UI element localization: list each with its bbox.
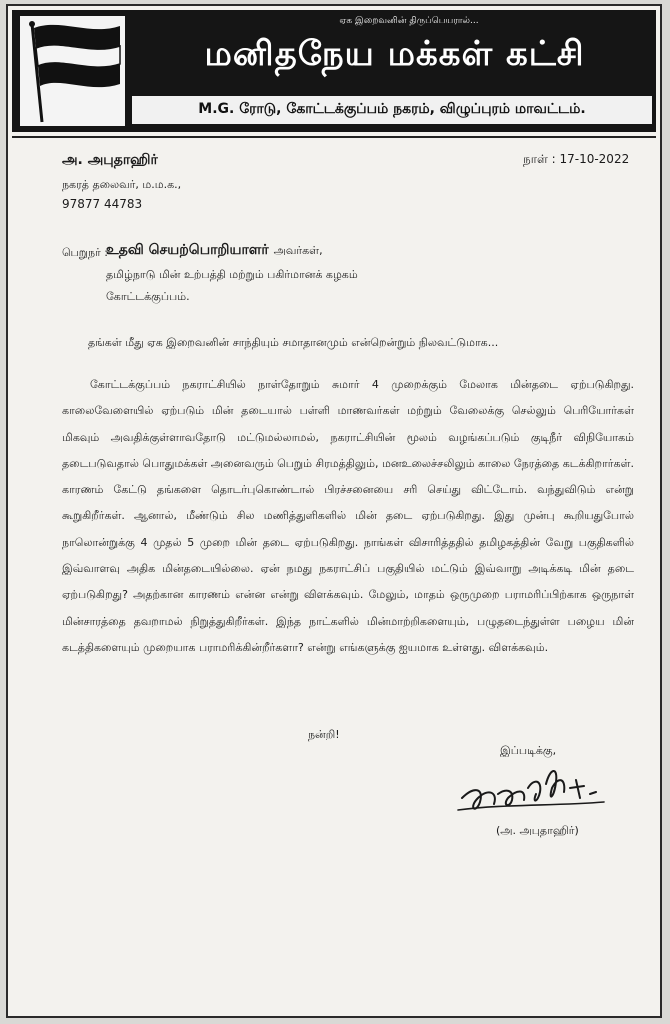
recipient-label: பெறுநர் : [62,246,108,259]
letterhead-tagline: ஏக இறைவனின் திருப்பெயரால்... [339,16,479,26]
recipient-organization: தமிழ்நாடு மின் உற்பத்தி மற்றும் பகிர்மானக் கழகம் [106,268,358,281]
recipient-title-suffix: அவர்கள், [273,244,323,257]
recipient-title [106,242,323,260]
party-address: M.G. ரோடு, கோட்டக்குப்பம் நகரம், விழுப்புரம் மாவட்டம். [198,101,586,117]
signatory-name: (அ. அபுதாஹிர்) [496,824,579,837]
handwritten-signature [454,758,624,828]
closing-line: இப்படிக்கு, [500,744,557,757]
sender-role: நகரத் தலைவர், ம.ம.க., [62,178,182,191]
letter-page [6,4,662,1018]
sender-phone: 97877 44783 [62,197,143,211]
address-band [132,96,652,124]
header-divider [12,136,656,138]
recipient-place: கோட்டக்குப்பம். [106,290,190,303]
party-flag-icon [20,16,125,126]
thanks-line: நன்றி! [308,728,340,741]
letterhead [12,10,656,132]
letter-date: நாள் : 17-10-2022 [523,152,630,166]
recipient-title-text: உதவி செயற்பொறியாளர் [106,242,269,258]
sender-name: அ. அபுதாஹிர் [62,152,158,168]
greeting: தங்கள் மீது ஏக இறைவனின் சாந்தியும் சமாதானமும் என்றென்றும் நிலவட்டுமாக... [88,336,499,349]
letter-body: கோட்டக்குப்பம் நகராட்சியில் நாள்தோறும் சுமார் 4 முறைக்கும் மேலாக மின்தடை ஏற்படுகிறது. காலைவேளையில் ஏற்படும் மின் தடையால் பள்ளி மாணவர்கள் மற்றும் வேலைக்கு செல்லும் பெரியோர்கள் மிகவும் அவதிக்குள்ளாவதோடு மட்டுமல்லாமல், நகராட்சியின் மூலம் வழங்கப்படும் குடிநீர் விநியோகம் தடைபடுவதால் பொதுமக்கள் அனைவரும் பெறும் சிரமத்திலும், மனஉலைச்சலிலும் காலை நேரத்தை கடக்கிறார்கள். காரணம் கேட்டு தங்களை தொடர்புகொண்டால் பிரச்சனையை சரி செய்து விட்டோம். வந்துவிடும் என்று கூறுகிறீர்கள். ஆனால், மீண்டும் சில மணித்துளிகளில் மின் தடை ஏற்படுகிறது. இது முன்பு கூறியதுபோல் நாலொன்றுக்கு 4 முதல் 5 முறை மின் தடை ஏற்படுகிறது. நாங்கள் விசாரித்ததில் தமிழகத்தின் வேறு பகுதிகளில் இவ்வாளவு அதிக மின்தடையில்லை. ஏன் நமது நகராட்சிப் பகுதியில் மட்டும் இவ்வாறு அடிக்கடி மின் தடை ஏற்படுகிறது? அதற்கான காரணம் என்ன என்று விளக்கவும். மேலும், மாதம் ஒருமுறை பராமரிப்பிற்காக ஒருநாள் மின்சாரத்தை தவறாமல் நிறுத்துகிறீர்கள். இந்த நாட்களில் மின்மாற்றிகளையும், பழுதடைந்துள்ள பழைய மின் கடத்திகளையும் முறையாக பராமரிக்கின்றீர்களா? என்று எங்களுக்கு ஐயமாக உள்ளது. விளக்கவும். [62,378,634,654]
party-name: மனிதநேய மக்கள் கட்சி [204,34,585,74]
